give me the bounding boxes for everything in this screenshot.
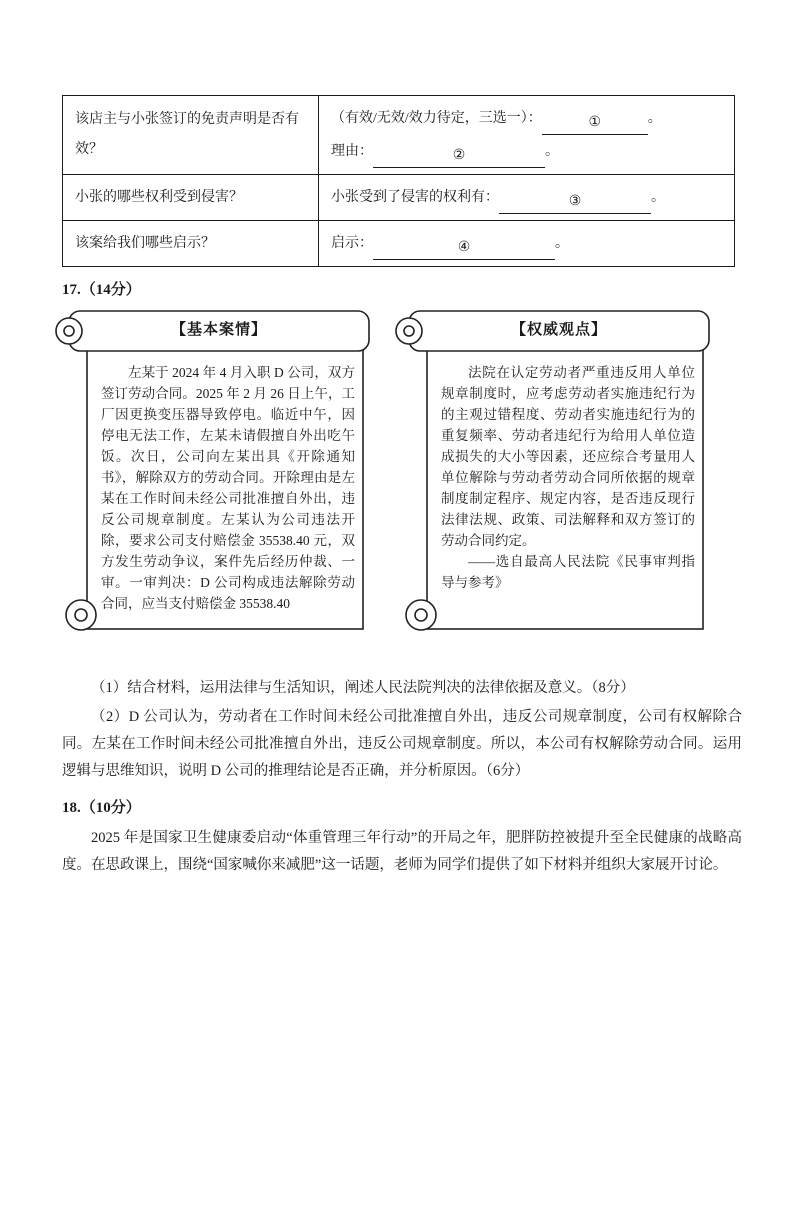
answer-table [62, 95, 735, 267]
question-cell: 该案给我们哪些启示？ [63, 221, 319, 267]
answer-suffix: 。 [545, 144, 559, 159]
basic-case-text: 左某于 2024 年 4 月入职 D 公司，双方签订劳动合同。2025 年 2 月 26 日上午，工厂因更换变压器导致停电。临近中午，因停电无法工作，左某未请假擅自外出吃午饭。次日，公司向左某出具《开除通知书》，解除双方的劳动合同。开除理由是左某在工作时间未经公司批准擅自外出，违反公司规章制度。左某认为公司违法开除，要求公司支付赔偿金 35538.40 元，双方发生劳动争议，案件先后经历仲裁、一审。一审判决：D 公司构成违法解除劳动合同，应当支付赔偿金 35538.40 [101, 365, 355, 611]
answer-prefix: 小张受到了侵害的权利有： [331, 190, 499, 205]
answer-blank-3: ③ [499, 191, 651, 214]
answer-blank-2: ② [373, 145, 545, 168]
scroll-title-basic-case: 【基本案情】 [170, 322, 267, 338]
answer-prefix: 启示： [331, 236, 373, 251]
exam-page [0, 95, 800, 1226]
scroll-title-authority-view: 【权威观点】 [510, 322, 607, 338]
question-17-sub1: （1）结合材料，运用法律与生活知识，阐述人民法院判决的法律依据及意义。（8分） [91, 680, 635, 696]
answer-cell [319, 96, 735, 175]
authority-view-source: ——选自最高人民法院《民事审判指导与参考》 [441, 554, 695, 590]
answer-blank-1: ① [542, 112, 648, 135]
answer-cell [319, 175, 735, 221]
answer-blank-4: ④ [373, 237, 555, 260]
question-cell: 该店主与小张签订的免责声明是否有效？ [63, 96, 319, 175]
table-row [63, 175, 735, 221]
table-row [63, 221, 735, 267]
answer-line [331, 227, 724, 260]
answer-line [331, 102, 724, 135]
question-18-heading: 18.（10分） [62, 800, 141, 816]
question-cell: 小张的哪些权利受到侵害？ [63, 175, 319, 221]
answer-suffix: 。 [651, 190, 665, 205]
question-18-intro: 2025 年是国家卫生健康委启动“体重管理三年行动”的开局之年，肥胖防控被提升至全民健康的战略高度。在思政课上，围绕“国家喊你来减肥”这一话题，老师为同学们提供了如下材料并组织大家展开讨论。 [62, 830, 742, 873]
question-17-sub2: （2）D 公司认为，劳动者在工作时间未经公司批准擅自外出，违反公司规章制度，公司有权解除合同。左某在工作时间未经公司批准擅自外出，违反公司规章制度。所以，本公司有权解除劳动合同。运用逻辑与思维知识，说明 D 公司的推理结论是否正确，并分析原因。（6分） [62, 709, 742, 779]
answer-prefix: 理由： [331, 144, 373, 159]
table-row [63, 96, 735, 175]
answer-suffix: 。 [555, 236, 569, 251]
scroll-body-authority-view [441, 362, 695, 593]
answer-cell [319, 221, 735, 267]
answer-line [331, 181, 724, 214]
scroll-body-basic-case [101, 362, 355, 614]
scroll-panels [45, 305, 715, 657]
scroll-authority-view [385, 305, 715, 657]
question-17-heading: 17.（14分） [62, 282, 141, 298]
authority-view-text: 法院在认定劳动者严重违反用人单位规章制度时，应考虑劳动者实施违纪行为的主观过错程度、劳动者实施违纪行为的重复频率、劳动者违纪行为给用人单位造成损失的大小等因素，还应综合考量用人单位解除与劳动者劳动合同所依据的规章制度制定程序、规定内容，是否违反现行法律法规、政策、司法解释和双方签订的劳动合同约定。 [441, 365, 695, 548]
scroll-basic-case [45, 305, 375, 657]
answer-prefix: （有效/无效/效力待定，三选一）： [331, 111, 542, 126]
answer-line [331, 135, 724, 168]
answer-suffix: 。 [647, 111, 662, 126]
